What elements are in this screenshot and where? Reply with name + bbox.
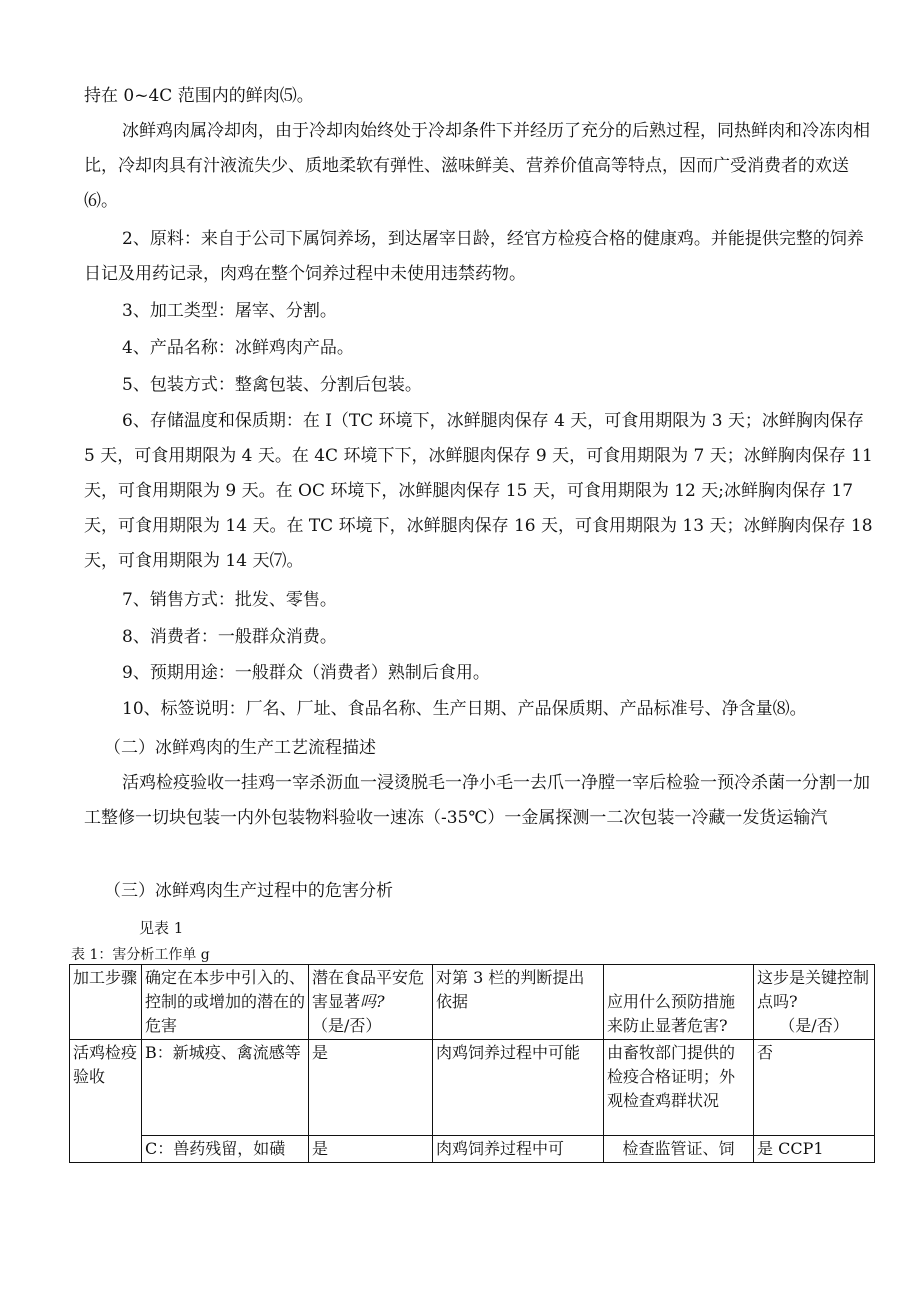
- paragraph-product-name: 4、产品名称：冰鲜鸡肉产品。: [122, 338, 354, 358]
- cell-basis: 肉鸡饲养过程中可能: [433, 1040, 604, 1136]
- paragraph-consumers: 8、消费者：一般群众消费。: [122, 627, 337, 647]
- paragraph-processing-type: 3、加工类型：屠宰、分割。: [122, 301, 337, 321]
- section-heading-hazard: （三）冰鲜鸡肉生产过程中的危害分析: [104, 881, 393, 901]
- paragraph-storage: 6、存储温度和保质期：在 I（TC 环境下，冰鲜腿肉保存 4 天，可食用期限为 3 天；冰鲜胸肉保存 5 天，可食用期限为 4 天。在 4C 环境下下，冰鲜腿肉保存 9 天，可食用期限为 7 天；冰鲜胸肉保存 11 天，可食用期限为 9 天。在 OC 环境下，冰鲜腿肉保存 15 天，可食用期限为 12 天;冰鲜胸肉保存 17 天，可食用期限为 14 天。在 TC 环境下，冰鲜腿肉保存 16 天，可食用期限为 13 天；冰鲜胸肉保存 18 天，可食用期限为 14 天⑺。: [84, 411, 873, 571]
- section-heading-process: （二）冰鲜鸡肉的生产工艺流程描述: [104, 738, 376, 758]
- cell-significant: 是: [309, 1136, 433, 1163]
- cell-ccp: 否: [754, 1040, 875, 1136]
- cell-measure: 由畜牧部门提供的检疫合格证明；外观检查鸡群状况: [604, 1040, 754, 1136]
- header-measure: 应用什么预防措施来防止显著危害?: [604, 965, 754, 1040]
- table-row: [70, 1136, 875, 1163]
- paragraph-label: 10、标签说明：厂名、厂址、食品名称、生产日期、产品保质期、产品标准号、净含量⑻。: [122, 699, 807, 719]
- paragraph-process-flow: 活鸡检疫验收一挂鸡一宰杀沥血一浸烫脱毛一净小毛一去爪一净膛一宰后检验一预冷杀菌一分割一加工整修一切块包装一内外包装物料验收一速冻（-35℃）一金属探测一二次包装一冷藏一发货运输汽: [84, 773, 870, 828]
- cell-ccp: 是 CCP1: [754, 1136, 875, 1163]
- header-hazard: 确定在本步中引入的、控制的或增加的潜在的危害: [142, 965, 309, 1040]
- cell-hazard: C：兽药残留，如磺: [142, 1136, 309, 1163]
- cell-hazard: B：新城疫、禽流感等: [142, 1040, 309, 1136]
- see-table-note: 见表 1: [139, 919, 184, 937]
- paragraph-continued: 持在 0~4C 范围内的鲜肉⑸。: [84, 86, 314, 106]
- header-ccp: 这步是关键控制点吗? （是/否）: [754, 965, 875, 1040]
- paragraph-raw-material: 2、原料：来自于公司下属饲养场，到达屠宰日龄，经官方检疫合格的健康鸡。并能提供完整的饲养日记及用药记录，肉鸡在整个饲养过程中未使用违禁药物。: [84, 229, 864, 284]
- cell-step: 活鸡检疫验收: [70, 1040, 142, 1163]
- cell-measure: 检查监管证、饲: [604, 1136, 754, 1163]
- paragraph-packaging: 5、包装方式：整禽包装、分割后包装。: [122, 375, 422, 395]
- hazard-analysis-table: [69, 964, 875, 1163]
- paragraph-chilled-meat: 冰鲜鸡肉属冷却肉，由于冷却肉始终处于冷却条件下并经历了充分的后熟过程，同热鲜肉和冷冻肉相比，冷却肉具有汁液流失少、质地柔软有弹性、滋味鲜美、营养价值高等特点，因而广受消费者的欢送⑹。: [84, 121, 870, 211]
- paragraph-intended-use: 9、预期用途：一般群众（消费者）熟制后食用。: [122, 663, 490, 683]
- header-significant: 潜在食品平安危害显著吗? （是/否）: [309, 965, 433, 1040]
- table-header-row: [70, 965, 875, 1040]
- cell-significant: 是: [309, 1040, 433, 1136]
- paragraph-sales: 7、销售方式：批发、零售。: [122, 590, 337, 610]
- table-caption: 表 1：害分析工作单 g: [71, 947, 210, 963]
- header-basis: 对第 3 栏的判断提出依据: [433, 965, 604, 1040]
- table-row: [70, 1040, 875, 1136]
- header-step: 加工步骤: [70, 965, 142, 1040]
- cell-basis: 肉鸡饲养过程中可: [433, 1136, 604, 1163]
